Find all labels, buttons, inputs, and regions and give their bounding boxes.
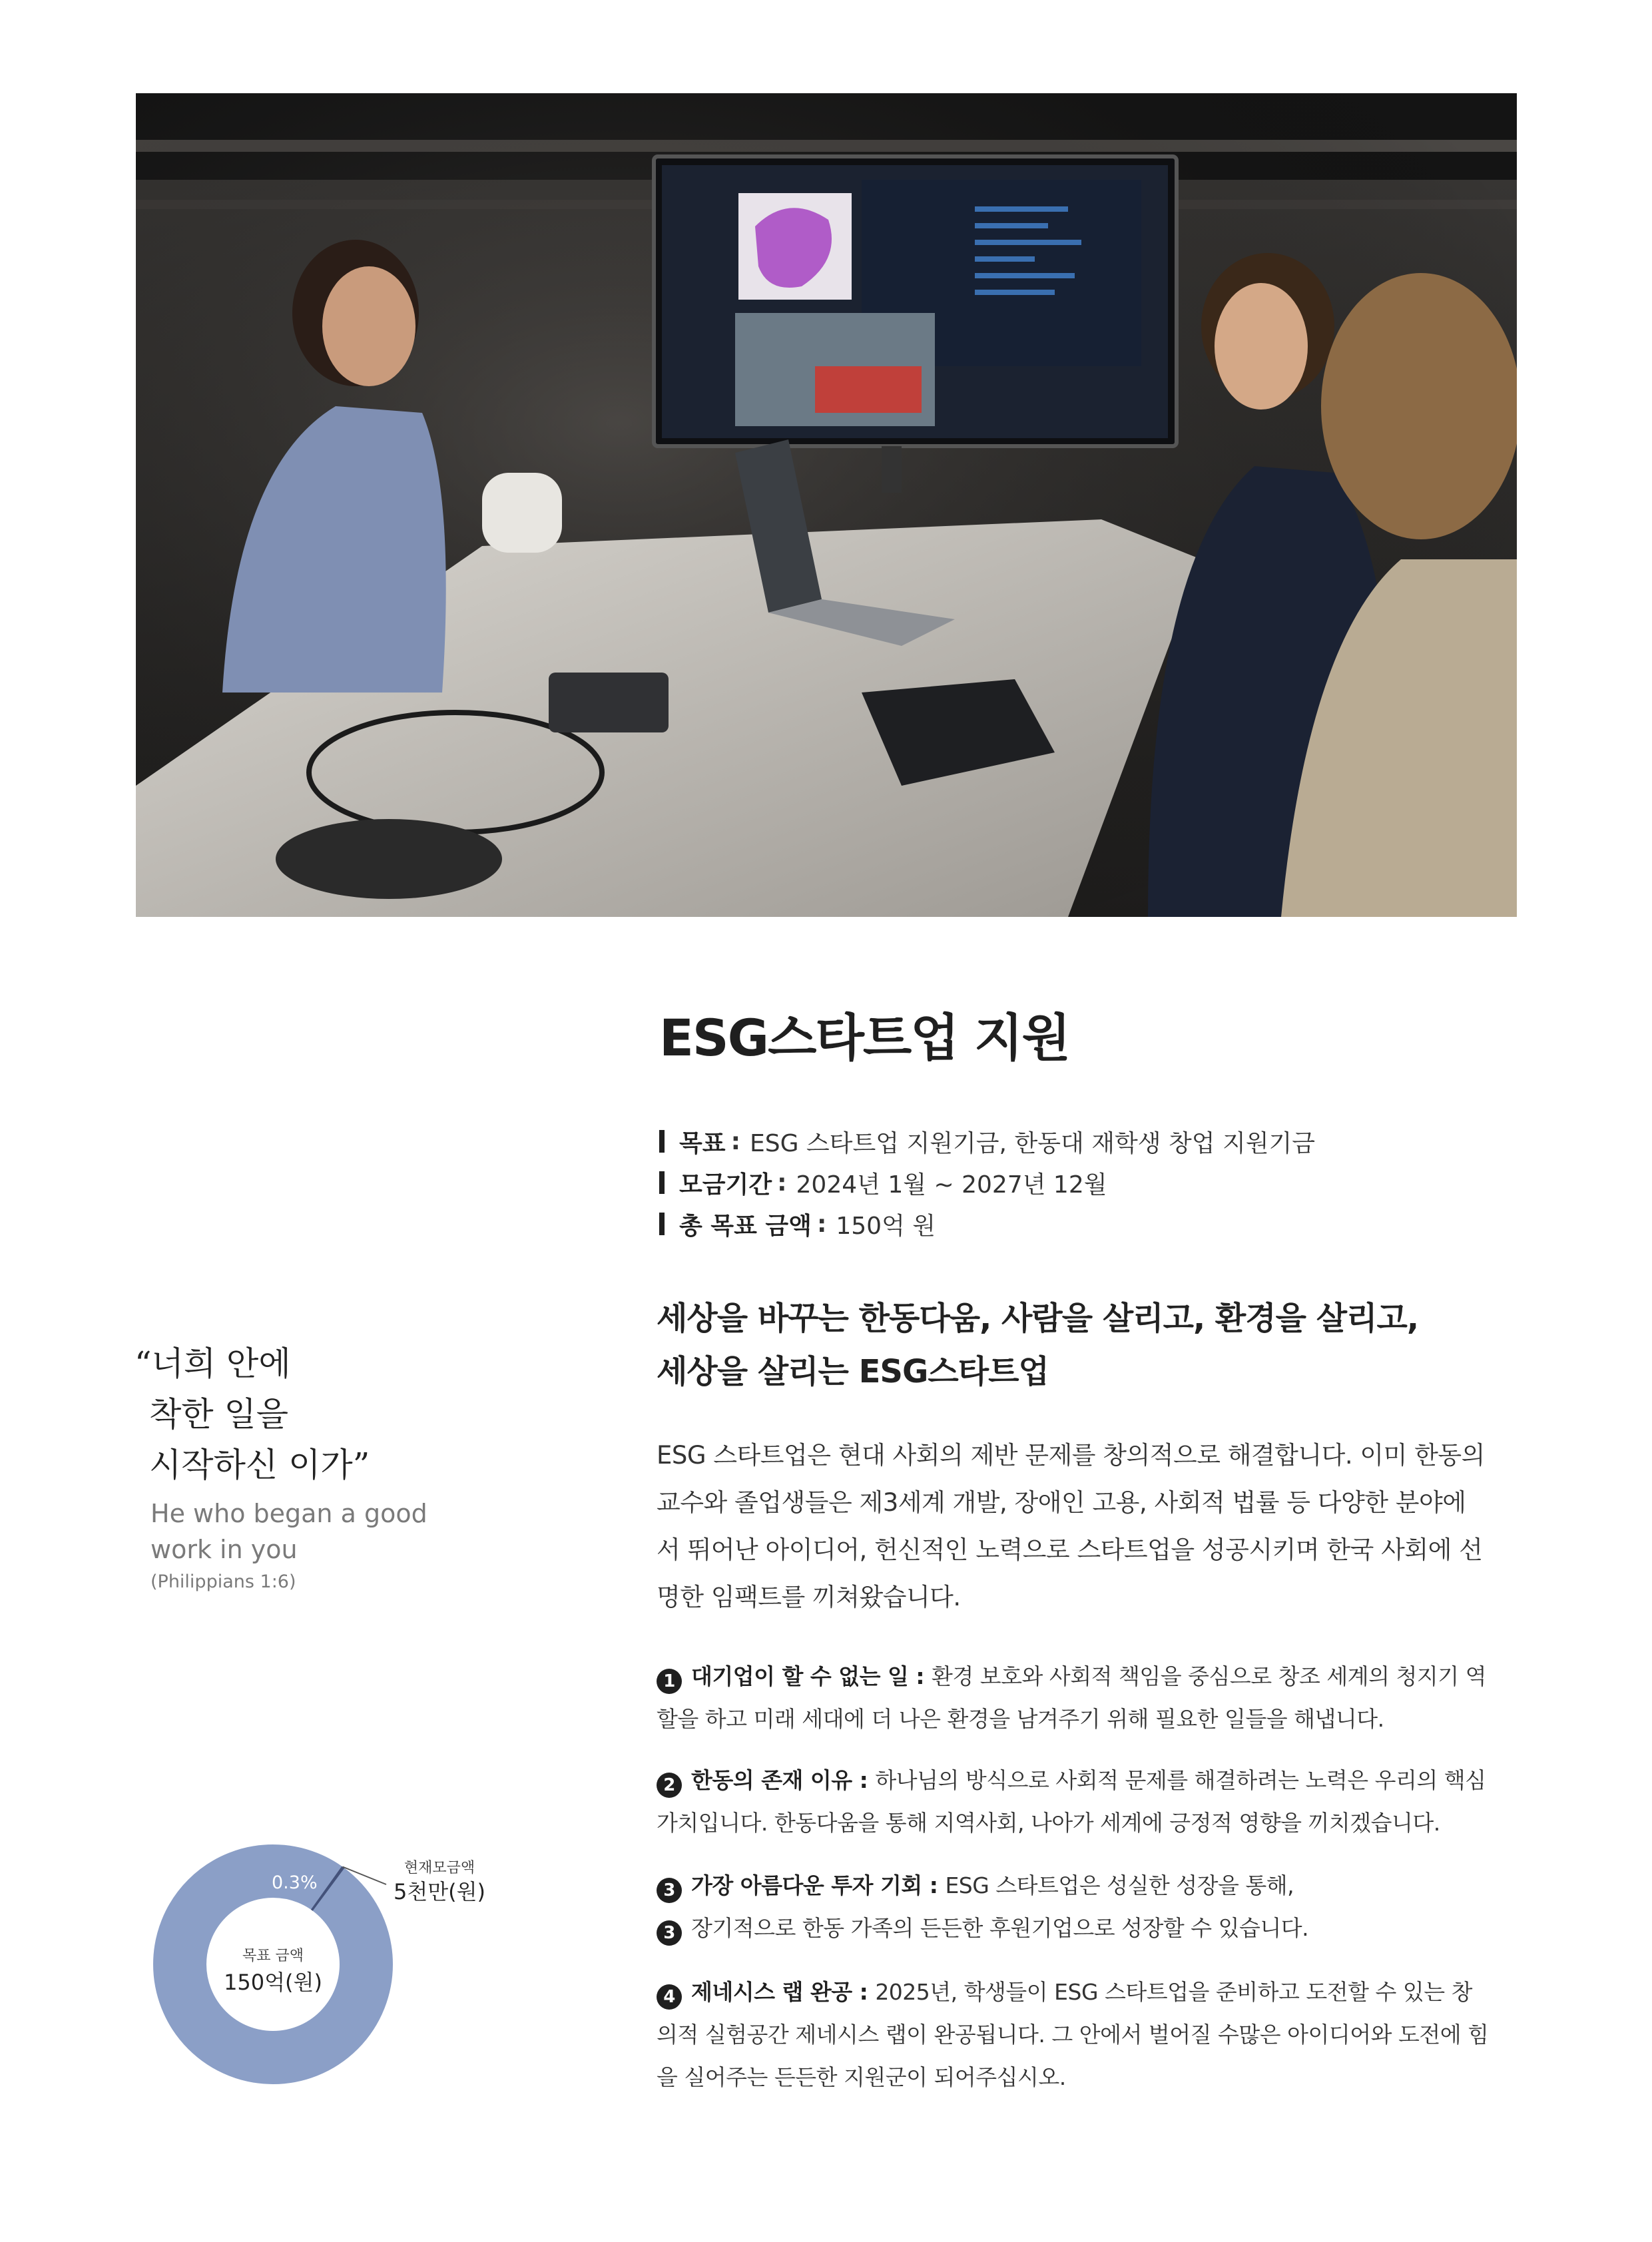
info-total-target (659, 1203, 1315, 1245)
bullet-bar (659, 1171, 665, 1194)
number-badge: 2 (657, 1773, 682, 1798)
point-1 (657, 1655, 1489, 1741)
number-badge: 1 (657, 1669, 682, 1694)
point-title: 제네시스 랩 완공 (691, 1979, 852, 2005)
point-text: 2025년, 학생들이 ESG 스타트업을 준비하고 도전할 수 있는 창의적 실험공간 제네시스 랩이 완공됩니다. 그 안에서 벌어질 수많은 아이디어와 도전에 힘을 실어주는 든든한 지원군이 되어주십시오. (657, 1979, 1489, 2090)
bullet-bar (659, 1213, 665, 1235)
header-photo (136, 93, 1517, 917)
bullet-bar (659, 1130, 665, 1153)
info-colon: : (730, 1127, 740, 1155)
point-colon: : (922, 1872, 946, 1898)
point-title: 가장 아름다운 투자 기회 (691, 1872, 922, 1898)
point-colon: : (852, 1767, 876, 1793)
info-goal (659, 1121, 1315, 1162)
subheading-line: 세상을 바꾸는 한동다움, 사람을 살리고, 환경을 살리고, (657, 1300, 1419, 1337)
info-value: 2024년 1월 ~ 2027년 12월 (796, 1171, 1107, 1199)
point-text: 환경 보호와 사회적 책임을 중심으로 창조 세계의 청지기 역할을 하고 미래 세대에 더 나은 환경을 남겨주기 위해 필요한 일들을 해냅니다. (657, 1663, 1487, 1732)
point-text: ESG 스타트업은 성실한 성장을 통해, (945, 1872, 1294, 1898)
scripture-quote (135, 1338, 370, 1490)
point-text: 하나님의 방식으로 사회적 문제를 해결하려는 노력은 우리의 핵심 가치입니다. 한동다움을 통해 지역사회, 나아가 세계에 긍정적 영향을 끼치겠습니다. (657, 1767, 1486, 1836)
point-text: 장기적으로 한동 가족의 든든한 후원기업으로 성장할 수 있습니다. (691, 1915, 1309, 1941)
donut-center-value: 150억(원) (224, 1970, 322, 1995)
campaign-info-list (659, 1121, 1315, 1245)
section-subheading (657, 1292, 1418, 1398)
point-4 (657, 1971, 1489, 2099)
point-line (657, 1907, 1489, 1950)
point-colon: : (908, 1663, 932, 1689)
current-amount-label: 현재모금액 (404, 1860, 475, 1876)
donut-percent-label: 0.3% (272, 1872, 318, 1893)
point-title: 한동의 존재 이유 (691, 1767, 852, 1793)
point-3 (657, 1864, 1489, 1950)
current-amount-value: 5천만(원) (393, 1879, 486, 1904)
quote-line: 시작하신 이가” (149, 1446, 370, 1484)
quote-english (150, 1496, 427, 1567)
quote-line: 착한 일을 (149, 1395, 289, 1434)
intro-paragraph: ESG 스타트업은 현대 사회의 제반 문제를 창의적으로 해결합니다. 이미 한동의 교수와 졸업생들은 제3세계 개발, 장애인 고용, 사회적 법률 등 다양한 분야에서 뛰어난 아이디어, 헌신적인 노력으로 스타트업을 성공시키며 한국 사회에 선명한 임팩트를 끼쳐왔습니다. (657, 1441, 1485, 1611)
info-value: 150억 원 (836, 1212, 936, 1240)
point-2 (657, 1759, 1489, 1844)
donut-center-label: 목표 금액 (242, 1948, 304, 1964)
info-value: ESG 스타트업 지원기금, 한동대 재학생 창업 지원기금 (749, 1129, 1316, 1157)
lab-scene-illustration (136, 93, 1517, 917)
info-colon: : (816, 1210, 827, 1238)
quote-reference: (Philippians 1:6) (150, 1571, 296, 1592)
quote-line: “너희 안에 (135, 1344, 291, 1383)
info-label: 총 목표 금액 (679, 1212, 812, 1240)
info-period (659, 1162, 1315, 1203)
quote-english-line: work in you (150, 1535, 298, 1564)
subheading-line: 세상을 살리는 ESG스타트업 (657, 1353, 1049, 1390)
page-title: ESG스타트업 지원 (659, 1008, 1069, 1067)
number-badge: 3 (657, 1878, 682, 1903)
point-title: 대기업이 할 수 없는 일 (691, 1663, 909, 1689)
info-colon: : (777, 1169, 787, 1197)
info-label: 모금기간 (679, 1171, 772, 1199)
point-line (657, 1864, 1489, 1907)
point-colon: : (852, 1979, 876, 2005)
number-badge: 3 (657, 1920, 682, 1946)
info-label: 목표 (679, 1129, 726, 1157)
quote-english-line: He who began a good (150, 1499, 427, 1528)
number-badge: 4 (657, 1984, 682, 2010)
